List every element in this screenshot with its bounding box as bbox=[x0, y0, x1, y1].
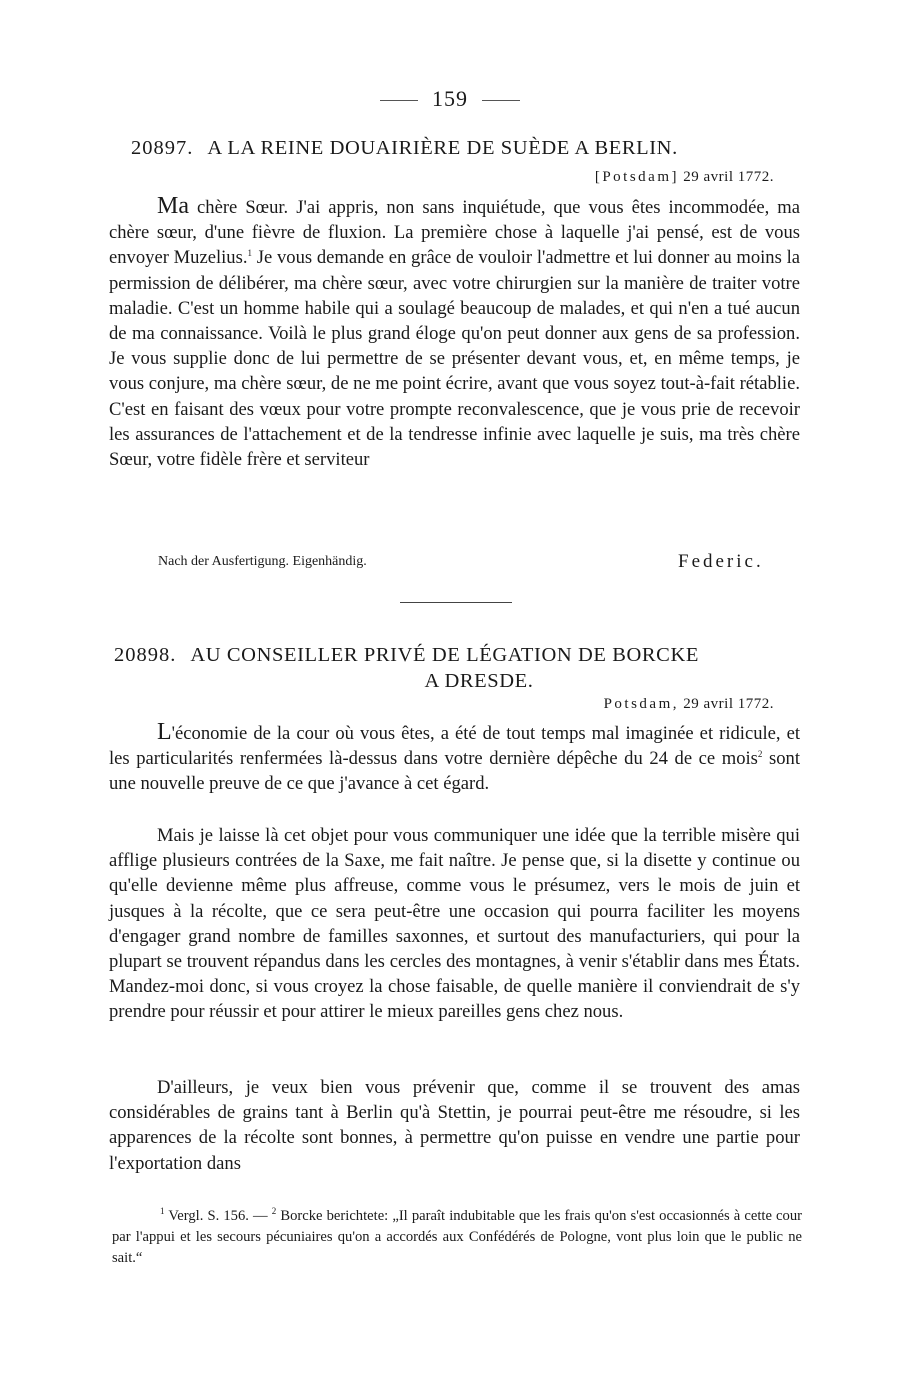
letter2-place: Potsdam, bbox=[603, 696, 679, 712]
right-rule bbox=[482, 100, 520, 101]
letter1-date: 29 avril 1772. bbox=[683, 169, 774, 185]
letter1-heading bbox=[131, 135, 781, 161]
letter1-place: [Potsdam] bbox=[594, 169, 679, 185]
letter2-title-line1: AU CONSEILLER PRIVÉ DE LÉGATION DE BORCKE bbox=[190, 644, 699, 666]
page-number-text: 159 bbox=[432, 86, 468, 111]
letter1-source: Nach der Ausfertigung. Eigenhändig. bbox=[158, 554, 367, 569]
section-divider bbox=[400, 602, 512, 603]
letter1-signature: Federic. bbox=[678, 551, 764, 572]
letter2-paragraph-1 bbox=[109, 720, 800, 797]
letter2-p1-cont: sont une nouvelle preuve de ce que j'avance à cet égard. bbox=[109, 748, 800, 795]
letter2-dateline bbox=[604, 696, 774, 713]
letter2-date: 29 avril 1772. bbox=[683, 696, 774, 712]
footnote-2-text: Borcke berichtete: „Il paraît indubitable que les frais qu'on s'est occasionnés à cette cour par l'appui et les secours pécuniaires qu'on a accordés aux Confédérés de Pologne, vont plus loin que le public ne sait.“ bbox=[112, 1208, 802, 1266]
letter2-number: 20898. bbox=[114, 644, 177, 666]
letter1-number: 20897. bbox=[131, 137, 194, 159]
footnote-2-marker: 2 bbox=[271, 1206, 277, 1217]
letter1-title: A LA REINE DOUAIRIÈRE DE SUÈDE A BERLIN. bbox=[207, 137, 678, 159]
letter1-body-cont: Je vous demande en grâce de vouloir l'admettre et lui donner au moins la permission de délibérer, ma chère sœur, avec votre chirurgien sur la manière de traiter votre maladie. C'est un homme habile qui a soulagé beaucoup de malades, et qui n'en a tué aucun de ma connaissance. Voilà le plus grand éloge qu'on peut donner aux gens de sa profession. Je vous supplie donc de lui permettre de se présenter devant vous, et, en même temps, je vous conjure, ma chère sœur, de ne me point écrire, avant que vous soyez tout-à-fait rétablie. C'est en faisant des vœux pour votre prompte reconvalescence, que je vous prie de recevoir les assurances de l'attachement et de la tendresse infinie avec laquelle je suis, ma très chère Sœur, votre fidèle frère et serviteur bbox=[109, 247, 801, 471]
footnotes bbox=[112, 1206, 802, 1269]
letter1-body-text: chère Sœur. J'ai appris, non sans inquiétude, que vous êtes incommodée, ma chère sœur, d'une fièvre de fluxion. La première chose à laquelle j'ai pensé, est de vous envoyer Muzelius. bbox=[109, 197, 800, 269]
letter2-heading bbox=[114, 642, 804, 694]
letter1-opening: Ma bbox=[157, 193, 189, 219]
page-number bbox=[0, 86, 900, 112]
footnote-1-text: Vergl. S. 156. — bbox=[164, 1208, 272, 1224]
letter2-paragraph-3: D'ailleurs, je veux bien vous prévenir que, comme il se trouvent des amas considérables de grains tant à Berlin qu'à Stettin, je pourrai peut-être me résoudre, si les apparences de la récolte sont bonnes, à permettre qu'on puisse en vendre une partie pour l'exportation dans bbox=[109, 1077, 800, 1174]
footnote-1-marker: 1 bbox=[160, 1206, 165, 1217]
footnote-ref-1: 1 bbox=[247, 248, 252, 259]
letter2-p1-text: 'économie de la cour où vous êtes, a été de tout temps mal imaginée et ridicule, et les particularités renfermées là-dessus dans votre dernière dépêche du 24 de ce mois bbox=[109, 723, 800, 770]
letter2-paragraph-2: Mais je laisse là cet objet pour vous communiquer une idée que la terrible misère qui afflige plusieurs contrées de la Saxe, me fait naître. Je pense que, si la disette y continue ou qu'elle devienne même plus affreuse, comme vous le présumez, vers le mois de juin et jusques à la récolte, que ce sera peut-être une occasion qui pourra faciliter les moyens d'engager grand nombre de familles saxonnes, et surtout des manufacturiers, qui pour la plupart se trouvent répandus dans les cercles des montagnes, à venir s'établir dans mes États. Mandez-moi donc, si vous croyez la chose faisable, de quelle manière il conviendrait de s'y prendre pour réussir et pour attirer le mieux pareilles gens chez nous. bbox=[109, 825, 800, 1023]
footnote-ref-2: 2 bbox=[757, 749, 763, 760]
letter2-opening: L bbox=[157, 719, 172, 745]
letter1-dateline bbox=[595, 169, 774, 186]
letter1-body bbox=[109, 194, 800, 472]
letter2-title-line2: A DRESDE. bbox=[424, 670, 534, 692]
left-rule bbox=[380, 100, 418, 101]
